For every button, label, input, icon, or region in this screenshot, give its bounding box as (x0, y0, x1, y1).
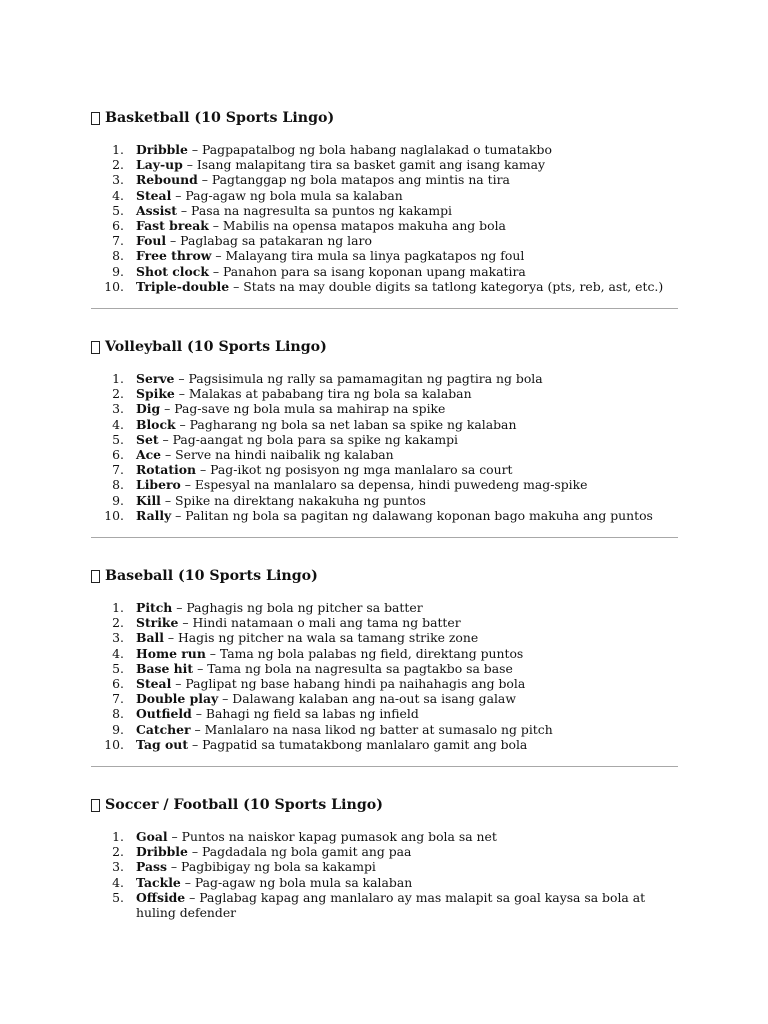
item-term: Serve (136, 371, 175, 386)
list-item (91, 172, 681, 187)
list-item (91, 264, 681, 279)
section-baseball (91, 567, 681, 752)
item-definition: – Stats na may double digits sa tatlong kategorya (pts, reb, ast, etc.) (229, 278, 664, 294)
section-volleyball (91, 338, 681, 523)
item-term: Goal (136, 829, 168, 844)
section-divider (91, 766, 678, 767)
section-heading-text: Baseball (10 Sports Lingo) (105, 568, 318, 584)
item-term: Set (136, 431, 159, 447)
item-definition: – Pagpapatalbog ng bola habang naglalakad o tumatakbo (187, 142, 552, 157)
item-definition: – Pag-agaw ng bola mula sa kalaban (180, 874, 413, 890)
list-item (91, 829, 681, 844)
list-item (91, 188, 681, 203)
item-term: Steal (136, 187, 172, 203)
item-number: 3. (112, 172, 124, 188)
item-definition: – Malayang tira mula sa linya pagkatapos ng foul (211, 248, 525, 264)
item-definition: – Tama ng bola na nagresulta sa pagtakbo sa base (193, 660, 513, 676)
item-definition: – Pagbibigay ng bola sa kakampi (166, 859, 376, 875)
item-number: 4. (112, 645, 124, 661)
item-number: 9. (112, 492, 124, 508)
item-definition: – Pag-agaw ng bola mula sa kalaban (171, 187, 403, 203)
list-item (91, 615, 681, 630)
list-item (91, 279, 681, 294)
item-term: Spike (136, 386, 175, 402)
item-number: 1. (112, 829, 124, 844)
list-item (91, 417, 681, 432)
item-term: Block (136, 416, 176, 432)
item-definition: – Pasa na nagresulta sa puntos ng kakampi (176, 202, 452, 218)
item-number: 8. (112, 248, 124, 264)
item-term: Lay-up (136, 157, 183, 173)
item-term: Kill (136, 492, 161, 508)
section-heading (91, 338, 681, 356)
section-heading-text: Soccer / Football (10 Sports Lingo) (105, 797, 383, 813)
list-item (91, 630, 681, 645)
item-definition: – Pagsisimula ng rally sa pamamagitan ng pagtira ng bola (174, 371, 543, 386)
list-item (91, 432, 681, 447)
list-item (91, 722, 681, 737)
list-item (91, 142, 681, 157)
item-term: Shot clock (136, 263, 209, 279)
missing-glyph-icon (91, 799, 100, 812)
list-item (91, 401, 681, 416)
item-definition: – Puntos na naiskor kapag pumasok ang bola sa net (167, 829, 497, 844)
item-definition: – Pagtanggap ng bola matapos ang mintis na tira (197, 172, 510, 188)
list-item (91, 371, 681, 386)
item-definition: – Paglipat ng base habang hindi pa naihahagis ang bola (171, 676, 526, 692)
item-term: Tag out (136, 736, 189, 752)
item-definition: – Pag-save ng bola mula sa mahirap na spike (160, 401, 446, 417)
item-number: 5. (112, 431, 124, 447)
item-number: 5. (112, 202, 124, 218)
list-item (91, 661, 681, 676)
item-term: Pass (136, 859, 167, 875)
item-number: 8. (112, 477, 124, 493)
item-number: 7. (112, 691, 124, 707)
item-term: Outfield (136, 706, 192, 722)
item-definition: – Manlalaro na nasa likod ng batter at sumasalo ng pitch (190, 721, 553, 737)
list-item (91, 859, 681, 874)
item-number: 9. (112, 721, 124, 737)
item-term: Dribble (136, 142, 188, 157)
list-item (91, 508, 681, 523)
item-term: Libero (136, 477, 181, 493)
item-number: 2. (112, 844, 124, 860)
list-item (91, 218, 681, 233)
item-term: Ace (136, 447, 162, 463)
item-definition: – Pagharang ng bola sa net laban sa spike ng kalaban (175, 416, 517, 432)
list-item (91, 890, 681, 920)
section-heading-text: Volleyball (10 Sports Lingo) (105, 339, 327, 355)
item-term: Tackle (136, 874, 181, 890)
section-heading (91, 567, 681, 585)
item-definition: – Paglabag kapag ang manlalaro ay mas malapit sa goal kaysa sa bola at huling defender (136, 889, 646, 921)
list-item (91, 248, 681, 263)
item-term: Rebound (136, 172, 198, 188)
item-definition: – Hagis ng pitcher na wala sa tamang strike zone (163, 630, 479, 646)
item-term: Offside (136, 889, 186, 905)
item-term: Home run (136, 645, 206, 661)
item-term: Rotation (136, 462, 197, 478)
list-item (91, 203, 681, 218)
lingo-list (91, 142, 681, 294)
item-definition: – Bahagi ng field sa labas ng infield (191, 706, 419, 722)
item-term: Catcher (136, 721, 191, 737)
list-item (91, 447, 681, 462)
lingo-list (91, 371, 681, 523)
item-term: Ball (136, 630, 164, 646)
item-definition: – Hindi natamaan o mali ang tama ng batter (178, 615, 461, 631)
list-item (91, 676, 681, 691)
item-definition: – Malakas at pababang tira ng bola sa kalaban (174, 386, 472, 402)
item-number: 6. (112, 676, 124, 692)
item-term: Free throw (136, 248, 212, 264)
item-term: Dribble (136, 844, 188, 860)
list-item (91, 233, 681, 248)
item-term: Fast break (136, 218, 209, 234)
lingo-list (91, 600, 681, 752)
item-number: 8. (112, 706, 124, 722)
item-number: 6. (112, 218, 124, 234)
item-term: Double play (136, 691, 219, 707)
item-number: 10. (104, 278, 124, 294)
item-number: 4. (112, 874, 124, 890)
item-number: 9. (112, 263, 124, 279)
item-number: 4. (112, 187, 124, 203)
item-term: Assist (136, 202, 177, 218)
item-number: 3. (112, 859, 124, 875)
list-item (91, 844, 681, 859)
item-number: 1. (112, 600, 124, 615)
item-definition: – Pagpatid sa tumatakbong manlalaro gamit ang bola (188, 736, 528, 752)
list-item (91, 493, 681, 508)
item-definition: – Panahon para sa isang koponan upang makatira (208, 263, 526, 279)
item-term: Foul (136, 233, 167, 249)
item-definition: – Pag-ikot ng posisyon ng mga manlalaro sa court (196, 462, 513, 478)
item-definition: – Tama ng bola palabas ng field, direktang puntos (205, 645, 524, 661)
item-definition: – Palitan ng bola sa pagitan ng dalawang koponan bago makuha ang puntos (171, 507, 653, 523)
list-item (91, 462, 681, 477)
list-item (91, 157, 681, 172)
section-heading (91, 109, 681, 127)
list-item (91, 646, 681, 661)
item-term: Rally (136, 507, 172, 523)
item-number: 10. (104, 736, 124, 752)
item-number: 1. (112, 371, 124, 386)
section-divider (91, 308, 678, 309)
list-item (91, 737, 681, 752)
item-number: 6. (112, 447, 124, 463)
item-definition: – Paghagis ng bola ng pitcher sa batter (172, 600, 423, 615)
missing-glyph-icon (91, 570, 100, 583)
missing-glyph-icon (91, 341, 100, 354)
item-number: 3. (112, 630, 124, 646)
list-item (91, 691, 681, 706)
section-divider (91, 537, 678, 538)
item-definition: – Mabilis na opensa matapos makuha ang bola (208, 218, 506, 234)
item-term: Base hit (136, 660, 194, 676)
list-item (91, 477, 681, 492)
section-heading-text: Basketball (10 Sports Lingo) (105, 110, 335, 126)
item-definition: – Serve na hindi naibalik ng kalaban (161, 447, 394, 463)
item-number: 2. (112, 386, 124, 402)
list-item (91, 875, 681, 890)
item-number: 5. (112, 660, 124, 676)
section-heading (91, 796, 681, 814)
item-number: 2. (112, 157, 124, 173)
item-definition: – Dalawang kalaban ang na-out sa isang galaw (218, 691, 516, 707)
item-term: Strike (136, 615, 179, 631)
item-definition: – Pagdadala ng bola gamit ang paa (187, 844, 412, 860)
item-number: 3. (112, 401, 124, 417)
item-number: 2. (112, 615, 124, 631)
item-term: Dig (136, 401, 161, 417)
lingo-list (91, 829, 681, 920)
list-item (91, 386, 681, 401)
item-definition: – Pag-aangat ng bola para sa spike ng kakampi (158, 431, 459, 447)
item-term: Triple-double (136, 278, 230, 294)
item-definition: – Isang malapitang tira sa basket gamit ang isang kamay (182, 157, 546, 173)
item-number: 7. (112, 462, 124, 478)
item-term: Pitch (136, 600, 173, 615)
item-number: 4. (112, 416, 124, 432)
item-definition: – Spike na direktang nakakuha ng puntos (160, 492, 426, 508)
section-soccer (91, 796, 681, 920)
list-item (91, 706, 681, 721)
item-term: Steal (136, 676, 172, 692)
item-number: 7. (112, 233, 124, 249)
missing-glyph-icon (91, 112, 100, 125)
item-number: 10. (104, 507, 124, 523)
list-item (91, 600, 681, 615)
item-definition: – Espesyal na manlalaro sa depensa, hindi puwedeng mag-spike (180, 477, 588, 493)
item-number: 1. (112, 142, 124, 157)
section-basketball (91, 109, 681, 294)
item-definition: – Paglabag sa patakaran ng laro (166, 233, 372, 249)
item-number: 5. (112, 889, 124, 905)
